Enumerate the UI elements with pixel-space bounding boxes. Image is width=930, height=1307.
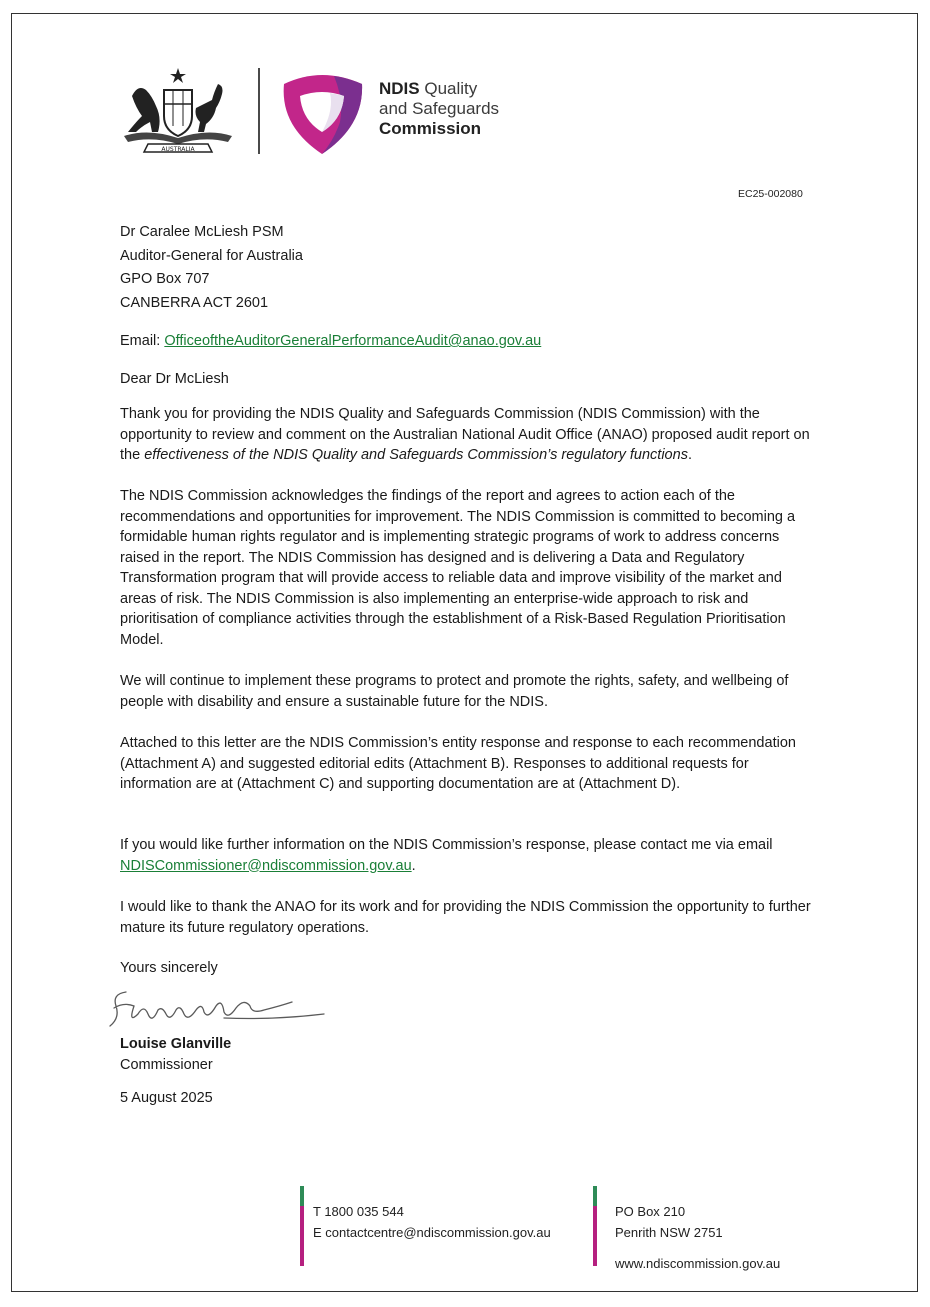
logo-divider: [258, 68, 260, 154]
signer-block: [120, 1034, 231, 1076]
recipient-line: Auditor-General for Australia: [120, 247, 303, 264]
footer-website[interactable]: www.ndiscommission.gov.au: [615, 1256, 781, 1271]
ndis-wordmark: [379, 79, 499, 139]
signature-icon: [104, 984, 334, 1034]
paragraph-4-text: Attached to this letter are the NDIS Commission’s entity response and response to each recommendation (Attachment A) and suggested editorial edits (Attachment B). Responses to additional requests for information are at (Attachment C) and supporting documentation are at (Attachment D).: [120, 735, 796, 792]
signer-title: Commissioner: [120, 1057, 213, 1073]
paragraph-5: [120, 835, 820, 876]
commissioner-email-link[interactable]: NDISCommissioner@ndiscommission.gov.au: [120, 857, 412, 874]
paragraph-4: [120, 733, 820, 795]
ndis-logo-icon: [278, 70, 366, 156]
footer-po-box: PO Box 210: [615, 1204, 686, 1219]
email-label: Email:: [120, 333, 165, 349]
email-link[interactable]: OfficeoftheAuditorGeneralPerformanceAudit@anao.gov.au: [164, 333, 542, 349]
crest-motto: AUSTRALIA: [161, 146, 195, 153]
footer-divider-right: [593, 1186, 597, 1266]
paragraph-2-text: The NDIS Commission acknowledges the findings of the report and agrees to action each of the recommendations and opportunities for improvement. The NDIS Commission is committed to becoming a formidable human rights regulator and is implementing strategic programs of work to address concerns raised in the report. The NDIS Commission has designed and is delivering a Data and Regulatory Transformation program that will provide access to reliable data and improve visibility of the market and areas of risk. The NDIS Commission is also implementing an enterprise-wide approach to risk and prioritisation of compliance activities through the establishment of a Risk-Based Regulation Prioritisation Model.: [120, 488, 796, 648]
paragraph-1: [120, 404, 820, 466]
org-name-rest: Quality: [419, 79, 478, 98]
paragraph-1-end: .: [687, 447, 692, 463]
letter-date: 5 August 2025: [120, 1090, 213, 1106]
recipient-address: [120, 221, 303, 315]
footer-contact: [313, 1201, 551, 1243]
paragraph-3-text: We will continue to implement these programs to protect and promote the rights, safety, and wellbeing of people with disability and ensure a sustainable future for the NDIS.: [120, 673, 789, 710]
salutation: Dear Dr McLiesh: [120, 371, 229, 387]
recipient-line: CANBERRA ACT 2601: [120, 294, 269, 311]
recipient-line: Dr Caralee McLiesh PSM: [120, 224, 284, 240]
org-name-line2: and Safeguards: [379, 99, 500, 118]
footer-email: E contactcentre@ndiscommission.gov.au: [313, 1225, 551, 1240]
paragraph-5-end: .: [411, 857, 416, 874]
coat-of-arms-icon: [118, 66, 238, 158]
closing: Yours sincerely: [120, 960, 218, 976]
footer-divider-left: [300, 1186, 304, 1266]
paragraph-3: [120, 671, 820, 712]
paragraph-6-text: I would like to thank the ANAO for its work and for providing the NDIS Commission the opportunity to further mature its future regulatory operations.: [120, 899, 811, 936]
email-line: [120, 331, 820, 352]
report-title: effectiveness of the NDIS Quality and Safeguards Commission’s regulatory functions: [144, 447, 688, 463]
paragraph-5-text: If you would like further information on the NDIS Commission’s response, please contact me via email: [120, 837, 773, 853]
recipient-line: GPO Box 707: [120, 271, 210, 287]
paragraph-2: [120, 486, 820, 650]
footer-city: Penrith NSW 2751: [615, 1225, 723, 1240]
paragraph-6: [120, 897, 820, 938]
footer-phone: T 1800 035 544: [313, 1204, 404, 1219]
signer-name: Louise Glanville: [120, 1036, 232, 1052]
footer-postal: [615, 1201, 723, 1243]
org-name-bold: NDIS: [379, 79, 420, 98]
org-name-line3: Commission: [379, 119, 482, 138]
paragraph-1-text: Thank you for providing the NDIS Quality and Safeguards Commission (NDIS Commission) with the opportunity to review and comment on the Australian National Audit Office (ANAO) proposed audit report on the: [120, 406, 810, 463]
reference-number: EC25-002080: [738, 188, 803, 200]
